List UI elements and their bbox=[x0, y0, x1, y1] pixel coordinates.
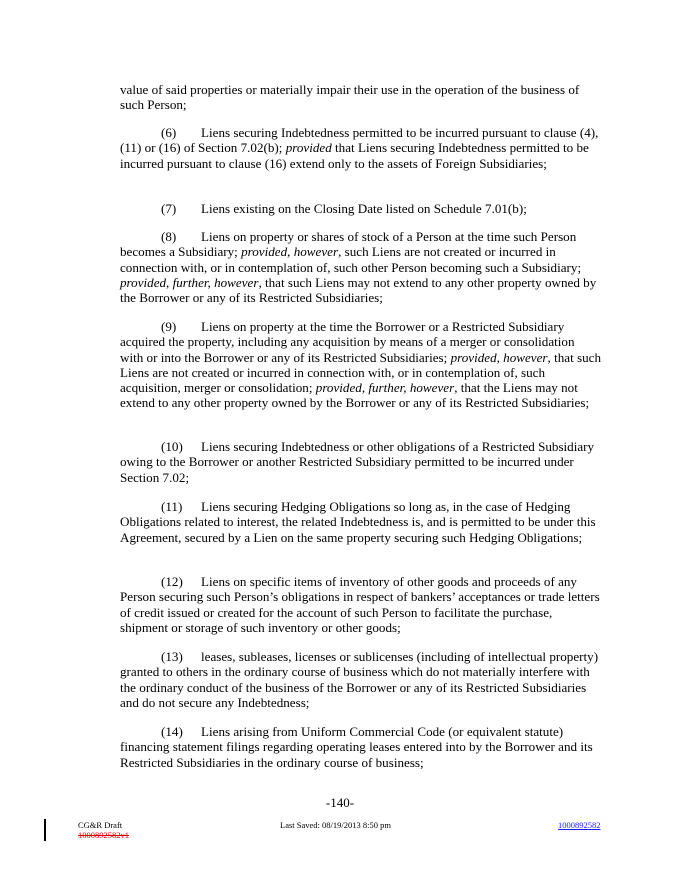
clause-number: (7) bbox=[161, 201, 177, 216]
paragraph-9: (9) Liens on property at the time the Borrower or a Restricted Subsidiary acquired the property, including any acquisition by means of a merger or consolidation with or into the Borrower or any of its Restricted Subsidiaries; provided, however, that such Liens are not created or incurred in connection with, or in contemplation of, such acquisition, merger or consolidation; provided, further, however, that the Liens may not extend to any other property owned by the Borrower or any of its Restricted Subsidiaries; bbox=[120, 319, 601, 411]
clause-number: (11) bbox=[161, 499, 183, 514]
paragraph-7: (7) Liens existing on the Closing Date listed on Schedule 7.01(b); bbox=[161, 201, 527, 216]
clause-number: (13) bbox=[161, 649, 183, 664]
paragraph-11: (11) Liens securing Hedging Obligations so long as, in the case of Hedging Obligations related to interest, the related Indebtedness is, and is permitted to be under this Agreement, secured by a Lien on the same property securing such Hedging Obligations; bbox=[120, 499, 596, 545]
clause-number: (6) bbox=[161, 125, 177, 140]
clause-number: (8) bbox=[161, 229, 177, 244]
paragraph-continuation: value of said properties or materially impair their use in the operation of the business of such Person; bbox=[120, 82, 580, 113]
footer-draft-label bbox=[78, 820, 129, 840]
revision-change-bar bbox=[44, 819, 46, 841]
paragraph-13: (13) leases, subleases, licenses or sublicenses (including of intellectual property) granted to others in the ordinary course of business which do not materially interfere with the ordinary conduct of the business of the Borrower or any of its Restricted Subsidiaries and do not secure any Indebtedness; bbox=[120, 649, 599, 710]
paragraph-8: (8) Liens on property or shares of stock of a Person at the time such Person becomes a Subsidiary; provided, however, such Liens are not created or incurred in connection with, or in contemplation of, such other Person becoming such a Subsidiary; provided, further, however, that such Liens may not extend to any other property owned by the Borrower or any of its Restricted Subsidiaries; bbox=[120, 229, 597, 306]
paragraph-6: (6) Liens securing Indebtedness permitted to be incurred pursuant to clause (4), (11) or (16) of Section 7.02(b); provided that Liens securing Indebtedness permitted to be incurred pursuant to clause (16) extend only to the assets of Foreign Subsidiaries; bbox=[120, 125, 599, 171]
clause-number: (12) bbox=[161, 574, 183, 589]
deleted-doc-id: 1000892582v1 bbox=[78, 830, 129, 840]
page-number: -140- bbox=[325, 795, 355, 810]
footer-last-saved: Last Saved: 08/19/2013 8:50 pm bbox=[280, 820, 391, 830]
clause-number: (9) bbox=[161, 319, 177, 334]
clause-number: (10) bbox=[161, 439, 183, 454]
clause-number: (14) bbox=[161, 724, 183, 739]
footer-doc-id-link[interactable]: 1000892582 bbox=[558, 820, 601, 830]
paragraph-12: (12) Liens on specific items of inventory of other goods and proceeds of any Person securing such Person’s obligations in respect of bankers’ acceptances or trade letters of credit issued or created for the account of such Person to facilitate the purchase, shipment or storage of such inventory or other goods; bbox=[120, 574, 600, 635]
paragraph-14: (14) Liens arising from Uniform Commercial Code (or equivalent statute) financing statement filings regarding operating leases entered into by the Borrower and its Restricted Subsidiaries in the ordinary course of business; bbox=[120, 724, 593, 770]
draft-label: CG&R Draft bbox=[78, 820, 123, 830]
paragraph-10: (10) Liens securing Indebtedness or other obligations of a Restricted Subsidiary owing to the Borrower or another Restricted Subsidiary permitted to be incurred under Section 7.02; bbox=[120, 439, 595, 485]
